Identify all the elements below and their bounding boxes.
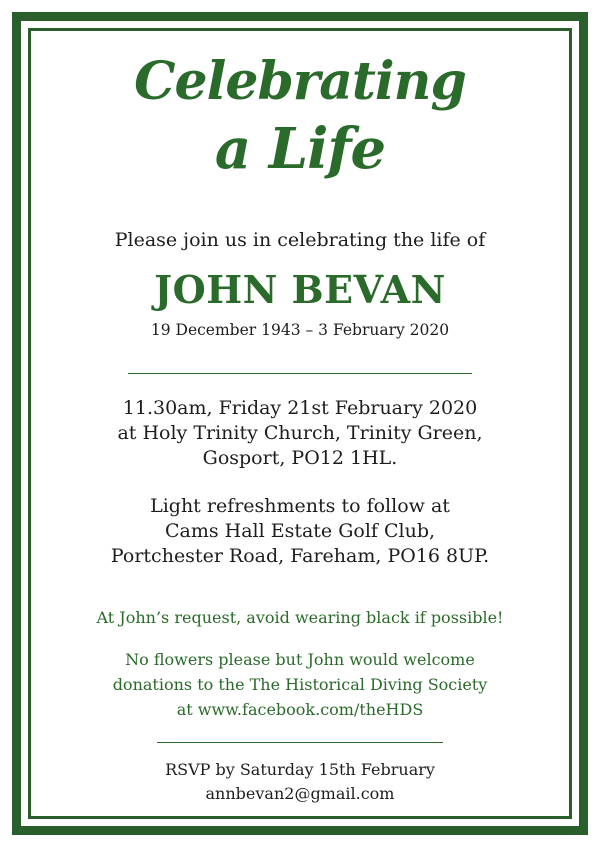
service-time: 11.30am, Friday 21st February 2020 (122, 397, 478, 419)
donations-link[interactable]: at www.facebook.com/theHDS (176, 700, 424, 719)
service-venue: at Holy Trinity Church, Trinity Green, (117, 422, 483, 444)
dress-note: At John’s request, avoid wearing black if possible! (96, 608, 504, 627)
rsvp-deadline: RSVP by Saturday 15th February (165, 760, 435, 779)
donations-line-2: donations to the The Historical Diving Society (112, 675, 488, 694)
refreshments-venue: Cams Hall Estate Golf Club, (164, 520, 436, 542)
heading-celebrating: Celebrating (134, 51, 466, 112)
rsvp-email[interactable]: annbevan2@gmail.com (205, 784, 395, 803)
refreshments-details (31, 494, 569, 569)
honoree-name: JOHN BEVAN (154, 267, 446, 312)
refreshments-intro: Light refreshments to follow at (150, 495, 450, 517)
invitation-content (31, 31, 569, 816)
heading-a-life: a Life (214, 116, 386, 182)
divider-bottom (157, 742, 443, 743)
intro-text: Please join us in celebrating the life of (114, 229, 486, 251)
donations-line-1: No flowers please but John would welcome (125, 650, 475, 669)
service-address: Gosport, PO12 1HL. (202, 447, 398, 469)
donations-note (31, 647, 569, 722)
refreshments-address: Portchester Road, Fareham, PO16 8UP. (110, 545, 490, 567)
rsvp-section (31, 758, 569, 806)
divider-top (128, 373, 472, 374)
life-dates: 19 December 1943 – 3 February 2020 (150, 321, 450, 339)
service-details (31, 396, 569, 471)
